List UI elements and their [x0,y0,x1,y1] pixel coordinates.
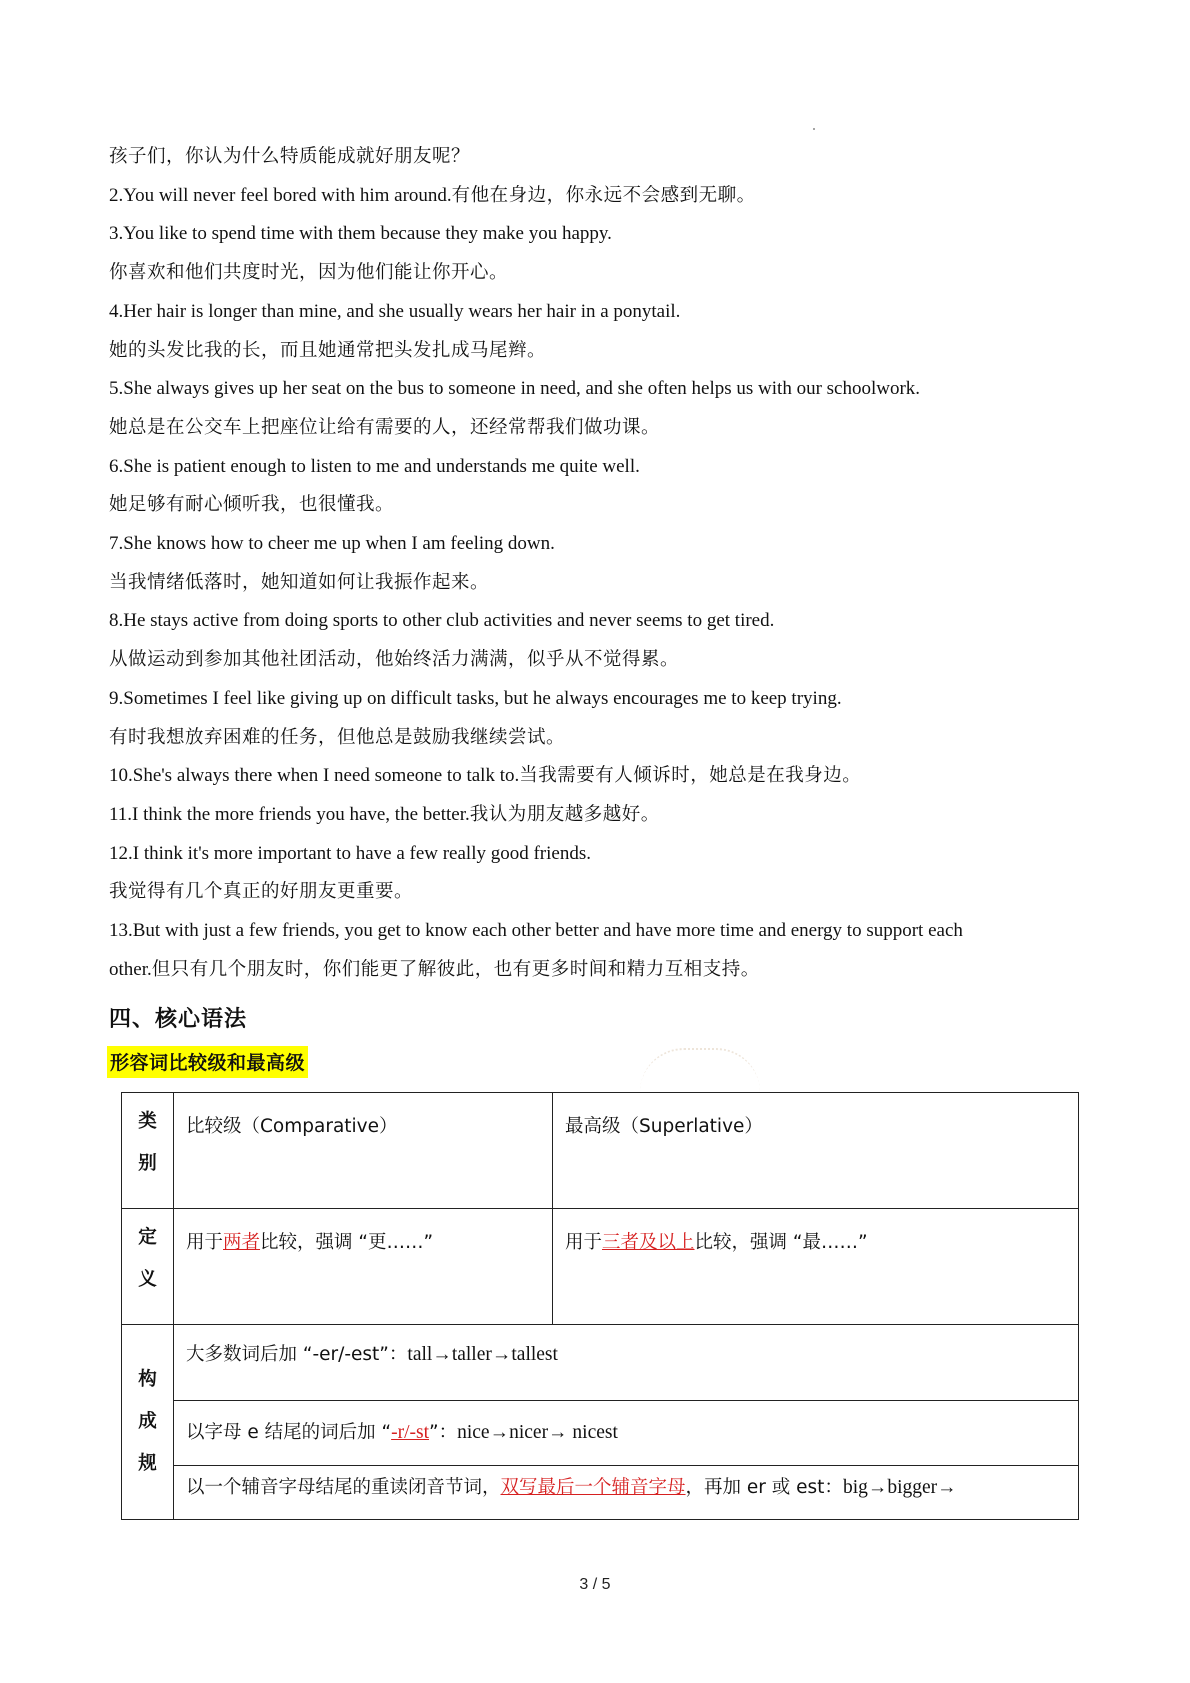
sentence-line: 3.You like to spend time with them because they make you happy. [109,223,612,245]
sentence-list [109,138,1069,989]
grammar-title: 形容词比较级和最高级 [107,1046,308,1078]
rule-cell: 大多数词后加 “-er/-est”：tall→taller→tallest [174,1325,1079,1401]
sentence-line: 10.She's always there when I need someone to talk to.当我需要有人倾诉时，她总是在我身边。 [109,765,862,787]
sentence-line: 12.I think it's more important to have a few really good friends. [109,842,591,864]
sentence-line: 8.He stays active from doing sports to other club activities and never seems to get tired. [109,610,775,632]
sentence-line: 6.She is patient enough to listen to me and understands me quite well. [109,455,640,477]
sentence-line: other.但只有几个朋友时，你们能更了解彼此，也有更多时间和精力互相支持。 [109,958,760,980]
sentence-line: 她总是在公交车上把座位让给有需要的人，还经常帮我们做功课。 [109,416,661,438]
sentence-line: 孩子们，你认为什么特质能成就好朋友呢？ [109,146,471,167]
emphasis-text: 三者及以上 [602,1232,695,1253]
sentence-line: 从做运动到参加其他社团活动，他始终活力满满，似乎从不觉得累。 [109,649,680,671]
sentence-line: 你喜欢和他们共度时光，因为他们能让你开心。 [109,262,509,284]
sentence-line: 13.But with just a few friends, you get to know each other better and have more time and energy to support each [109,920,963,942]
sentence-line: 她的头发比我的长，而且她通常把头发扎成马尾辫。 [109,339,547,361]
superlative-header-cell: 最高级（Superlative） [553,1093,1079,1209]
emphasis-text: -r/-st [391,1422,430,1443]
sentence-line: 有时我想放弃困难的任务，但他总是鼓励我继续尝试。 [109,726,566,748]
category-cell: 类 别 [122,1093,174,1209]
grammar-table [121,1092,1079,1520]
table-row-header [122,1093,1079,1209]
sentence-line: 7.She knows how to cheer me up when I am feeling down. [109,533,555,555]
sentence-line: 5.She always gives up her seat on the bus to someone in need, and she often helps us with our schoolwork. [109,378,921,400]
sentence-line: 我觉得有几个真正的好朋友更重要。 [109,881,414,903]
table-row-rule [122,1325,1079,1401]
page-number: 3 / 5 [579,1576,611,1593]
table-row-rule [122,1401,1079,1466]
category-cell: 定 义 [122,1209,174,1325]
table-row-rule [122,1466,1079,1520]
stray-dot [813,128,815,130]
emphasis-text: 两者 [223,1232,261,1253]
rule-cell: 以一个辅音字母结尾的重读闭音节词，双写最后一个辅音字母，再加 er 或 est：big→bigger→ [174,1466,1079,1520]
category-cell: 构 成 规 [122,1325,174,1520]
sentence-line: 当我情绪低落时，她知道如何让我振作起来。 [109,571,490,593]
sentence-line: 4.Her hair is longer than mine, and she usually wears her hair in a ponytail. [109,300,681,322]
table-row-definition [122,1209,1079,1325]
comparative-header-cell: 比较级（Comparative） [174,1093,553,1209]
sentence-line: 9.Sometimes I feel like giving up on difficult tasks, but he always encourages me to keep trying. [109,687,842,709]
section-heading: 四、核心语法 [109,1007,248,1032]
comparative-definition-cell: 用于两者比较，强调 “更……” [174,1209,553,1325]
superlative-definition-cell: 用于三者及以上比较，强调 “最……” [553,1209,1079,1325]
sentence-line: 她足够有耐心倾听我，也很懂我。 [109,494,395,516]
rule-cell: 以字母 e 结尾的词后加 “-r/-st”：nice→nicer→ nicest [174,1401,1079,1466]
sentence-line: 2.You will never feel bored with him around.有他在身边，你永远不会感到无聊。 [109,184,756,206]
emphasis-text: 双写最后一个辅音字母 [500,1477,686,1498]
sentence-line: 11.I think the more friends you have, the better.我认为朋友越多越好。 [109,803,660,825]
faint-watermark-stamp [640,1048,760,1092]
